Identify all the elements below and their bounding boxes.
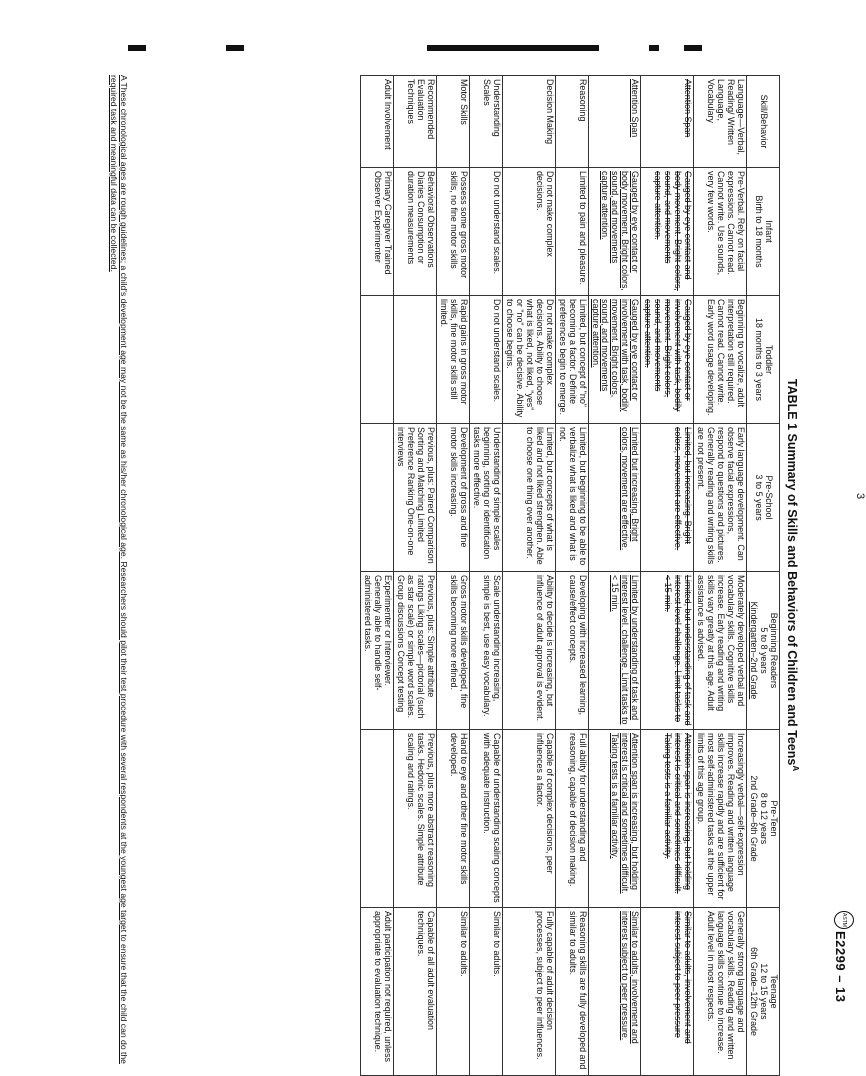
registration-mark (226, 45, 244, 51)
table-cell: Moderately developed verbal and vocabulary skills. Cognitive skills increase. Early reading and writing skills vary greatly at this age. Adult assistance is advised. (694, 572, 747, 730)
table-cell: Previous, plus more abstract reasoning tasks. Hedonic scales. Simple attribute scaling and ratings. (394, 730, 437, 908)
table-cell: Do not understand scales. (469, 296, 502, 424)
table-footnote: A These chronological ages are rough guidelines; a child's development age may not be the same as his/her chronological age. Researchers should pilot their test procedure with several respondents at the youngest age target to ensure that the child can do the required task and meaningful data can be collected. (109, 75, 129, 1064)
registration-mark (649, 45, 659, 51)
document-code: E2299 – 13 (833, 931, 848, 1003)
table-cell (361, 296, 394, 424)
table-cell: Gauged by eye contact or involvement with task, bodily movement. Bright colors, sound, and movements capture attention. (641, 296, 694, 424)
table-cell: Limited, but beginning to be able to verbalize what is liked and what is not. (555, 424, 588, 572)
col-header: Skill/Behavior (747, 76, 780, 168)
table-cell: Experimenter or Interviewer. Generally able to handle self-administered tasks. (361, 572, 394, 730)
col-header: Teenage 12 to 15 years 6th Grade–12th Grade (747, 908, 780, 1076)
table-cell: Reasoning skills are fully developed and similar to adults. (555, 908, 588, 1076)
registration-mark (427, 45, 599, 51)
table-row (555, 76, 588, 1076)
table-cell: Scale understanding increasing, simple is best, use easy vocabulary. (469, 572, 502, 730)
table-cell: Ability to decide is increasing, but influence of adult approval is evident. (502, 572, 555, 730)
table-cell (394, 296, 437, 424)
table-cell: Similar to adults. (437, 908, 470, 1076)
col-header: Pre-Teen 8 to 12 years 2nd Grade–6th Grade (747, 730, 780, 908)
table-cell: Pre-Verbal. Rely on facial expressions. Cannot read. Cannot write. Use sounds, very few words. (694, 168, 747, 296)
table-cell: Attention span is increasing, but holding interest is critical and sometimes difficult. Taking tests is a familiar activity. (588, 730, 641, 908)
header-row (747, 76, 780, 1076)
table-cell: Do not understand scales. (469, 168, 502, 296)
skills-table (360, 75, 780, 1076)
table-cell: Capable of complex decisions, peer influences a factor. (502, 730, 555, 908)
table-cell: Do not make complex decisions. (502, 168, 555, 296)
table-cell: Gauged by eye contact or body movement. Bright colors, sound, and movements capture attention. (588, 168, 641, 296)
table-cell: Possess some gross motor skills, no fine motor skills (437, 168, 470, 296)
table-cell: Gross motor skills developed, fine skills becoming more refined. (437, 572, 470, 730)
table-cell: Increasingly verbal—self-expression improves. Reading and written language skills increase rapidly and are sufficient for most self-administered tasks at the upper limits of this age group. (694, 730, 747, 908)
table-row (361, 76, 394, 1076)
table-cell: Previous, plus: Paired Comparison Sorting and Matching Limited Preference Ranking One-on-one interviews (394, 424, 437, 572)
table-cell: Beginning to vocalize, adult interpretation still required. Cannot read. Cannot write. Early word usage developing. (694, 296, 747, 424)
table-cell: Generally strong language and vocabulary skills. Reading and written language skills continue to increase. Adult level in most respects. (694, 908, 747, 1076)
skill-cell: Attention Span (588, 76, 641, 168)
table-row-inserted (588, 76, 641, 1076)
table-cell: Limited, but concept of "no" becoming a factor. Definite preferences begin to emerge. (555, 296, 588, 424)
skill-cell: Motor Skills (437, 76, 470, 168)
table-cell: Similar to adults, involvement and interest subject to peer pressure. (588, 908, 641, 1076)
table-cell: Gauged by eye contact and body movement. Bright colors, sound, and movements capture attention. (641, 168, 694, 296)
table-cell: Similar to adults. (469, 908, 502, 1076)
table-cell: Hand to eye and other fine motor skills developed. (437, 730, 470, 908)
table-cell: Rapid gains in gross motor skills, fine motor skills still limited. (437, 296, 470, 424)
astm-logo-icon: ASTM (834, 911, 854, 929)
col-header: Beginning Readers 5 to 8 years Kindergarten–2nd Grade (747, 572, 780, 730)
table-cell: Limited by understanding of task and interest level. challenge. Limit tasks to < 15 min. (588, 572, 641, 730)
table-cell: Understanding of simple scales beginning, sorting or identification tasks more effective. (469, 424, 502, 572)
table-cell: Limited but increasing. Bright colors, movement are effective. (588, 424, 641, 572)
table-row (694, 76, 747, 1076)
table-row (469, 76, 502, 1076)
skill-cell: Attention Span (641, 76, 694, 168)
table-cell: Capable of understanding scaling concepts with adequate instruction. (469, 730, 502, 908)
col-header: Infant Birth to 18 months (747, 168, 780, 296)
table-cell: Gauged by eye contact or involvement with task, bodily movement. Bright colors, sound, and movements capture attention. (588, 296, 641, 424)
table-cell: Attention span is increasing, but holding interest is critical and sometimes difficult. Taking tests is a familiar activity. (641, 730, 694, 908)
table-row-deleted (641, 76, 694, 1076)
table-cell: Development of gross and fine motor skills increasing. (437, 424, 470, 572)
skill-cell: Reasoning (555, 76, 588, 168)
table-cell: Behavioral Observations Diaries Consumption or duration measurements (394, 168, 437, 296)
registration-mark (684, 45, 702, 51)
skill-cell: Decision Making (502, 76, 555, 168)
table-cell: Limited, but increasing. Bright colors, movement are effective. (641, 424, 694, 572)
table-cell: Limited to pain and pleasure. (555, 168, 588, 296)
table-cell: Full ability for understanding and reasoning, capable of decision making. (555, 730, 588, 908)
table-cell: Do not make complex decisions. Ability to choose what is liked, not liked, "yes" or "no" can be decisive. Ability to choose begins. (502, 296, 555, 424)
skill-cell: Adult Involvement (361, 76, 394, 168)
table-title: TABLE 1 Summary of Skills and Behaviors of Children and Teens$^A$ (784, 378, 800, 772)
table-cell (361, 424, 394, 572)
table-cell: Limited, but understanding of task and interest level challenge. Limit tasks to < 15 min. (641, 572, 694, 730)
table-row (437, 76, 470, 1076)
table-cell: Fully capable of adult decision processes, subject to peer influences. (502, 908, 555, 1076)
table-cell: Similar to adults, involvement and interest subject to peer pressure (641, 908, 694, 1076)
table-cell: Primary Caregiver Trained Observer Experimenter (361, 168, 394, 296)
col-header: Toddler 18 months to 3 years (747, 296, 780, 424)
table-cell: Previous, plus: Simple attribute ratings Liking scales—pictorial (such as star scale) or simple word scales. Group discussions Concept testing (394, 572, 437, 730)
skill-cell: Language—Verbal, Reading/ Written Language, Vocabulary (694, 76, 747, 168)
col-header: Pre-School 3 to 5 years (747, 424, 780, 572)
table-row (394, 76, 437, 1076)
registration-mark (128, 45, 146, 51)
table-cell: Limited, but concepts of what is liked and not liked strengthen. Able to choose one thing over another. (502, 424, 555, 572)
table-cell: Developing with increased learning, cause/effect concepts. (555, 572, 588, 730)
rotated-page (88, 75, 866, 1075)
skill-cell: Recommended Evaluation Techniques (394, 76, 437, 168)
table-cell: Early language development. Can observe facial expressions, respond to questions and pictures. Generally reading and writing skills are not present. (694, 424, 747, 572)
table-cell: Capable of all adult evaluation techniques. (394, 908, 437, 1076)
page-number: 3 (854, 493, 866, 500)
skill-cell: Understanding Scales (469, 76, 502, 168)
table-cell: Adult participation not required, unless appropriate to evaluation technique. (361, 908, 394, 1076)
table-row (502, 76, 555, 1076)
table-cell (361, 730, 394, 908)
